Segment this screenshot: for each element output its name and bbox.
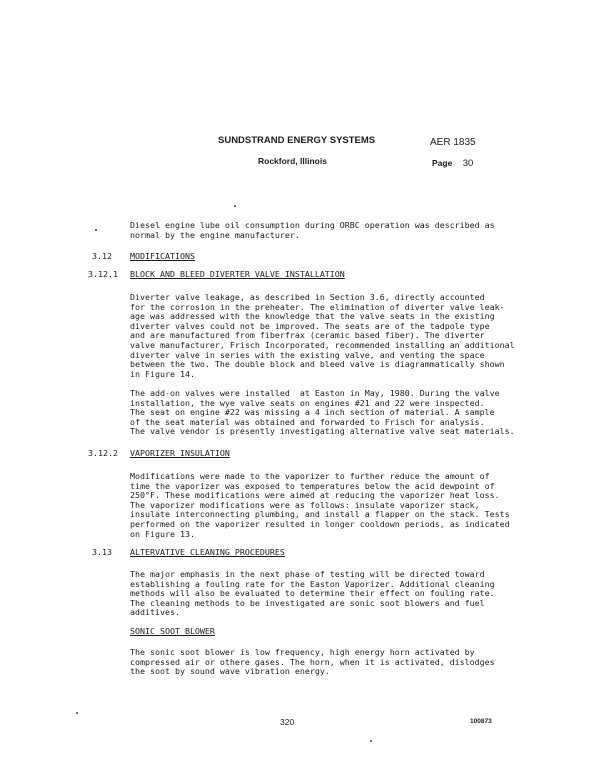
report-number: AER 1835 — [430, 137, 476, 148]
scan-speck — [76, 712, 78, 714]
company-location: Rockford, Illinois — [258, 156, 327, 166]
section-3-13-title: ALTERVATIVE CLEANING PROCEDURES — [130, 547, 285, 557]
company-name: SUNDSTRAND ENERGY SYSTEMS — [218, 135, 376, 146]
page-number: 30 — [462, 158, 474, 169]
scan-speck — [370, 740, 372, 742]
section-3-13-paragraph: The major emphasis in the next phase of testing will be directed toward establishing a fouling rate for the Easton Vaporizer. Additional cleaning methods will also be evaluated to determine their effect on fouling rate. The cleaning methods to be investigated are sonic soot blowers and fuel additives. — [130, 569, 495, 618]
section-3-12-1-paragraph-2: The add-on valves were installed at Easton in May, 1980. During the valve installation, the wye valve seats on engines #21 and 22 were inspected. The seat on engine #22 was missing a 4 inch section of material. A sample of the seat material was obtained and forwarded to Frisch for analysis. The valve vendor is presently investigating alternative valve seat materials. — [130, 388, 515, 437]
section-3-12-1-paragraph-1: Diverter valve leakage, as described in Section 3.6, directly accounted for the corrosion in the preheater. The elimination of diverter valve leak- age was addressed with the knowledge that the valve seats in the existing diverter valves could not be improved. The seats are of the tadpole type and are manufactured from fiberfrax (ceramic based fiber). The diverter valve manufacturer, Frisch Incorporated, recommended installing an additional diverter valve in series with the existing valve, and venting the space between the two. The double block and bleed valve is diagrammatically shown in Figure 14. — [130, 292, 515, 379]
footer-page-number: 320 — [280, 717, 295, 727]
sonic-soot-blower-paragraph: The sonic soot blower is low frequency, high energy horn activated by compressed air or othere gases. The horn, when it is activated, dislodges the soot by sound wave vibration energy. — [130, 647, 495, 677]
scan-speck — [95, 229, 97, 231]
page-label — [432, 158, 473, 169]
section-3-12-2-number: 3.12.2 — [88, 448, 118, 458]
section-3-12-2-title: VAPORIZER INSULATION — [130, 448, 230, 458]
section-3-12-title: MODIFICATIONS — [130, 251, 195, 261]
section-3-12-1-title: BLOCK AND BLEED DIVERTER VALVE INSTALLATION — [130, 269, 345, 279]
page-label-text: Page — [432, 158, 453, 168]
section-3-12-number: 3.12 — [92, 251, 112, 261]
intro-paragraph: Diesel engine lube oil consumption during ORBC operation was described as normal by the engine manufacturer. — [130, 220, 495, 240]
footer-document-id: 100873 — [470, 718, 492, 725]
section-3-12-2-paragraph: Modifications were made to the vaporizer to further reduce the amount of time the vaporizer was exposed to temperatures below the acid dewpoint of 250°F. These modifications were aimed at reducing the vaporizer heat loss. The vaporizer modifications were as follows: insulate vaporizer stack, insulate interconnecting plumbing, and install a flapper on the stack. Tests performed on the vaporizer resulted in longer cooldown periods, as indicated on Figure 13. — [130, 471, 510, 539]
section-3-12-1-number: 3.12.1 — [88, 269, 118, 279]
section-3-13-number: 3.13 — [92, 547, 112, 557]
sonic-soot-blower-title: SONIC SOOT BLOWER — [130, 626, 215, 636]
scan-speck — [234, 205, 236, 207]
